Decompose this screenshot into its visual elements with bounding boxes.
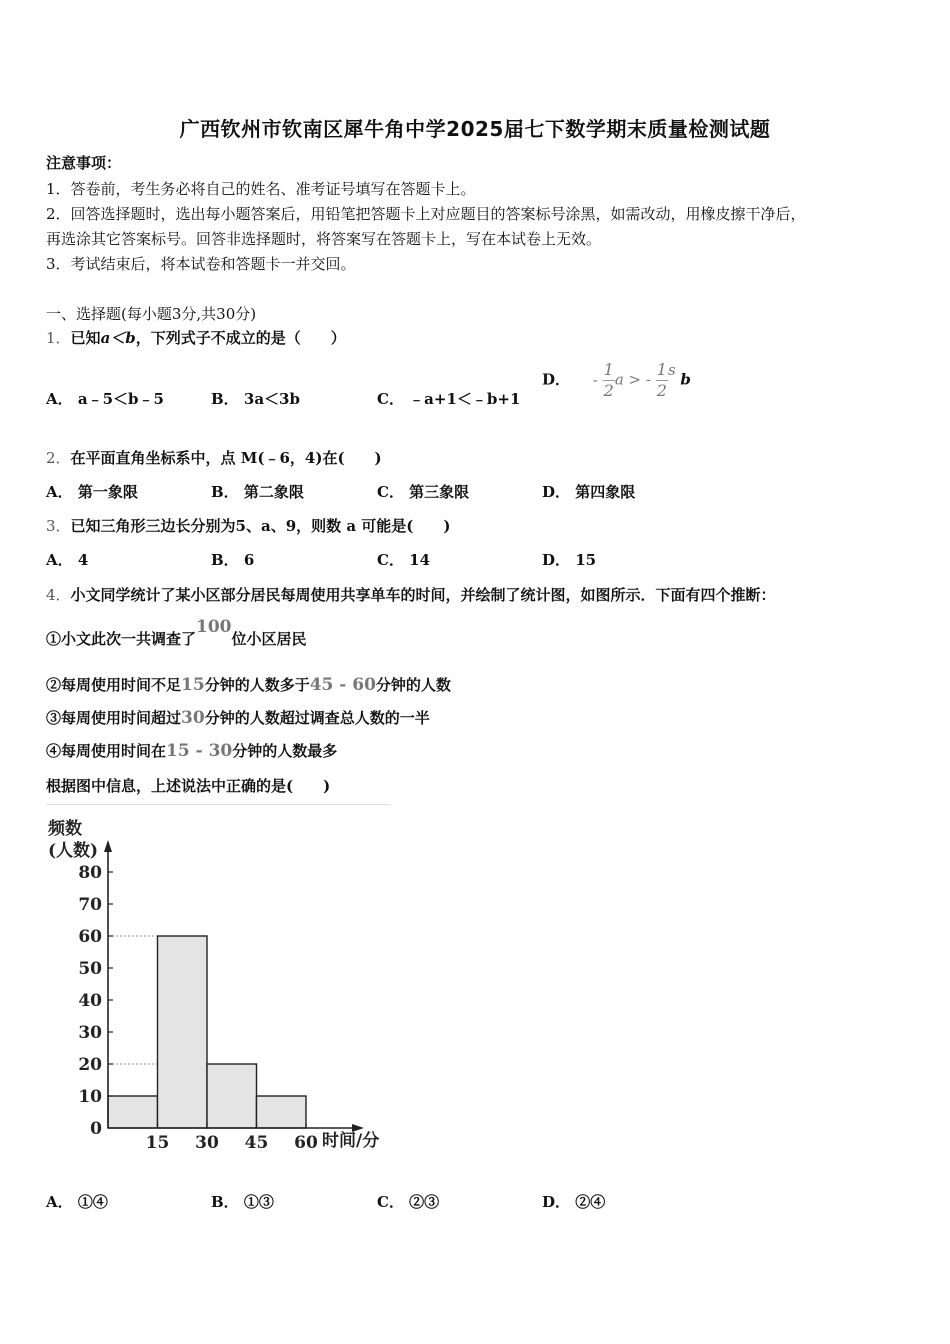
x-tick-label: 45 bbox=[244, 1133, 269, 1153]
note-item-3: 3．考试结束后，将本试卷和答题卡一并交回。 bbox=[46, 255, 356, 273]
q1-option-c: C． ﹣a+1＜﹣b+1 bbox=[377, 390, 521, 408]
question-3-stem: 3．已知三角形三边长分别为5、a、9，则数 a 可能是( ) bbox=[46, 517, 451, 535]
x-tick-label: 30 bbox=[195, 1133, 219, 1153]
q3-option-b: B． 6 bbox=[211, 551, 255, 569]
y-tick-label: 0 bbox=[90, 1119, 102, 1139]
question-4-stem: 4．小文同学统计了某小区部分居民每周使用共享单车的时间，并绘制了统计图，如图所示．下面有四个推断： bbox=[46, 586, 776, 604]
y-tick-label: 30 bbox=[78, 1023, 102, 1043]
y-tick-label: 20 bbox=[78, 1055, 102, 1075]
q1-option-b: B． 3a＜3b bbox=[211, 390, 300, 408]
histogram-bar bbox=[158, 936, 208, 1128]
x-tick-label: 60 bbox=[294, 1133, 318, 1153]
y-axis-label-line1: 频数 bbox=[48, 819, 82, 839]
q2-option-d: D． 第四象限 bbox=[542, 483, 636, 501]
question-1-stem: 1．已知a＜b，下列式子不成立的是（ ） bbox=[46, 329, 346, 347]
y-tick-label: 60 bbox=[78, 927, 102, 947]
q4-option-b: B． ①③ bbox=[211, 1193, 274, 1211]
histogram-bar bbox=[257, 1096, 307, 1128]
q4-option-c: C． ②③ bbox=[377, 1193, 440, 1211]
x-axis-label: 时间/分 bbox=[322, 1131, 380, 1151]
note-item-2-cont: 再选涂其它答案标号。回答非选择题时，将答案写在答题卡上，写在本试卷上无效。 bbox=[46, 230, 602, 248]
q3-option-d: D． 15 bbox=[542, 551, 597, 569]
question-2-stem: 2．在平面直角坐标系中，点 M(﹣6，4)在( ) bbox=[46, 449, 382, 467]
y-tick-label: 70 bbox=[78, 895, 102, 915]
fraction-half: $\frac{1}{2}$ bbox=[656, 360, 667, 400]
q4-statement-3: ③每周使用时间超过30分钟的人数超过调查总人数的一半 bbox=[46, 708, 430, 728]
question-number: 1． bbox=[46, 329, 71, 347]
y-tick-label: 10 bbox=[78, 1087, 102, 1107]
fraction-half: $\frac{1}{2}$ bbox=[603, 360, 614, 400]
note-item-1: 1．答卷前，考生务必将自己的姓名、准考证号填写在答题卡上。 bbox=[46, 180, 476, 198]
y-axis-label-line2: (人数) bbox=[48, 841, 99, 861]
q4-option-a: A． ①④ bbox=[46, 1193, 108, 1211]
q1-option-d: D． - $\frac{1}{2}$ a > - $\frac{1}{2}$ s b bbox=[542, 360, 691, 400]
histogram-chart bbox=[40, 812, 400, 1162]
q4-statement-2: ②每周使用时间不足15分钟的人数多于45 - 60分钟的人数 bbox=[46, 675, 451, 695]
y-tick-label: 80 bbox=[78, 863, 102, 883]
q3-option-a: A． 4 bbox=[46, 551, 89, 569]
q4-option-d: D． ②④ bbox=[542, 1193, 606, 1211]
y-axis-arrow bbox=[104, 840, 112, 852]
q3-option-c: C． 14 bbox=[377, 551, 431, 569]
section-heading: 一、选择题(每小题3分,共30分) bbox=[46, 305, 257, 323]
notes-heading: 注意事项： bbox=[46, 154, 122, 172]
note-item-2: 2．回答选择题时，选出每小题答案后，用铅笔把答题卡上对应题目的答案标号涂黑，如需改动，用橡皮擦干净后， bbox=[46, 205, 806, 223]
q2-option-c: C． 第三象限 bbox=[377, 483, 470, 501]
histogram-bar bbox=[207, 1064, 257, 1128]
q2-option-a: A． 第一象限 bbox=[46, 483, 138, 501]
divider bbox=[46, 804, 391, 805]
x-tick-label: 15 bbox=[145, 1133, 170, 1153]
q4-statement-4: ④每周使用时间在15 - 30分钟的人数最多 bbox=[46, 741, 338, 761]
y-tick-label: 50 bbox=[78, 959, 102, 979]
histogram-bar bbox=[108, 1096, 158, 1128]
y-tick-label: 40 bbox=[78, 991, 102, 1011]
q4-statement-1: ①小文此次一共调查了100位小区居民 bbox=[46, 617, 307, 648]
page-title: 广西钦州市钦南区犀牛角中学2025届七下数学期末质量检测试题 bbox=[179, 117, 771, 141]
q4-ask: 根据图中信息，上述说法中正确的是( ) bbox=[46, 777, 331, 795]
q1-option-a: A． a﹣5＜b﹣5 bbox=[46, 390, 164, 408]
q2-option-b: B． 第二象限 bbox=[211, 483, 304, 501]
